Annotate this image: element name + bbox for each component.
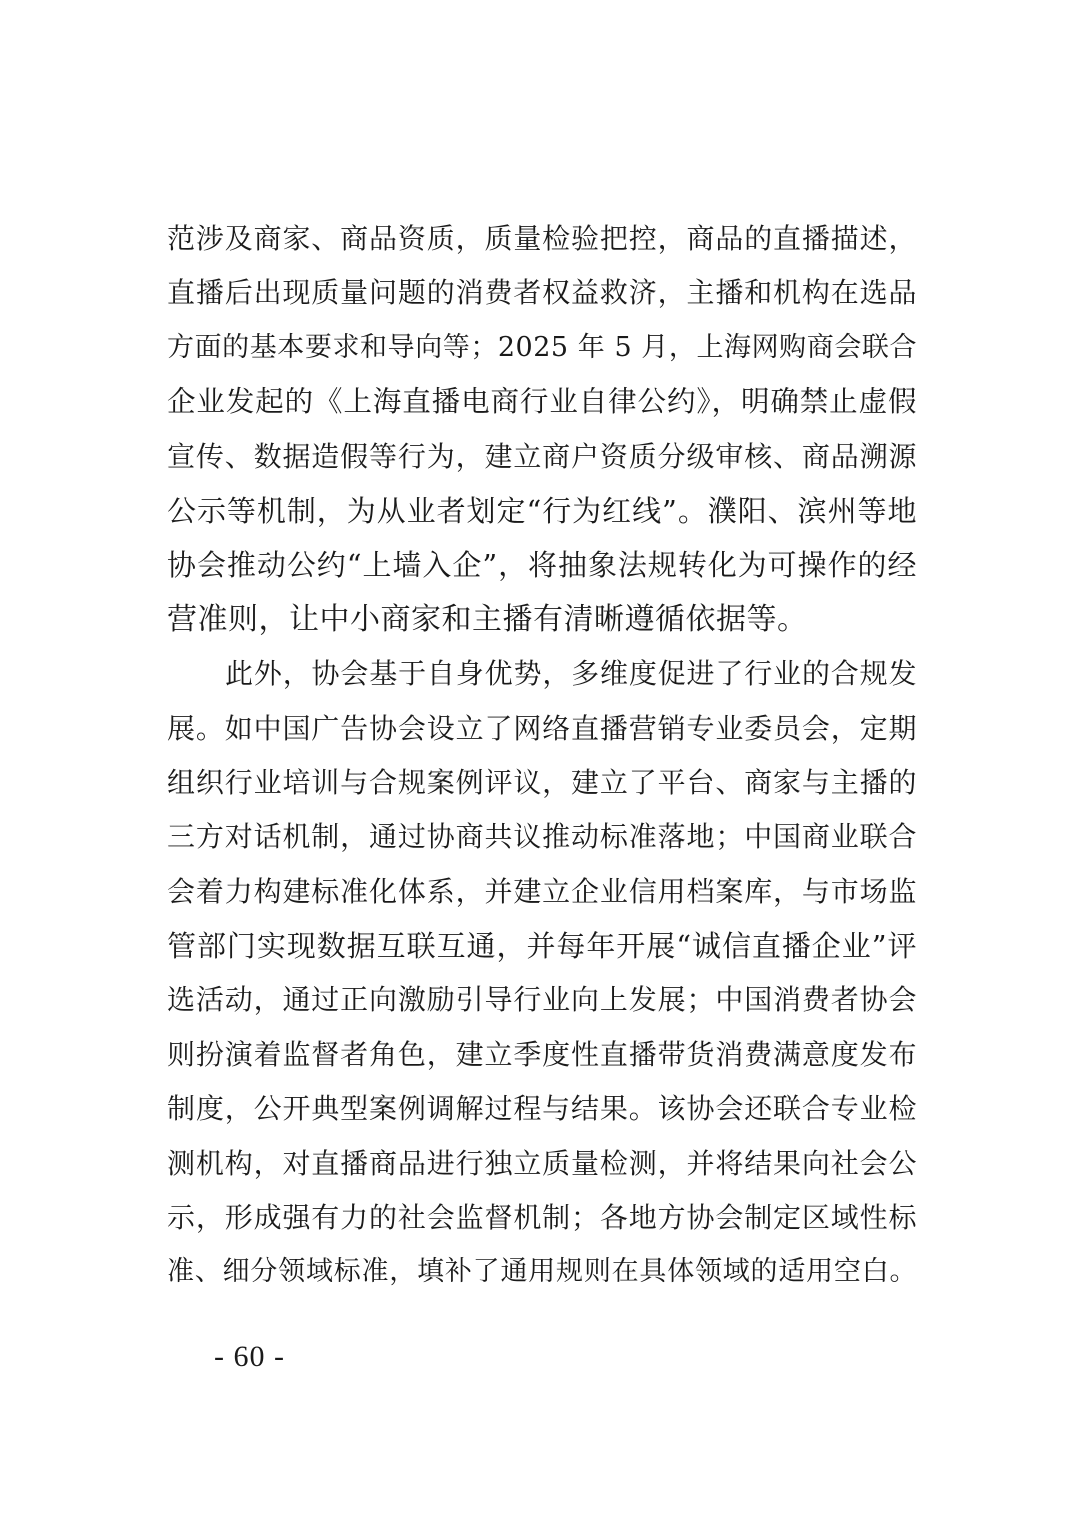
- text-line: 宣传、数据造假等行为，建立商户资质分级审核、商品溯源: [167, 439, 917, 473]
- paragraph-1: [167, 212, 917, 647]
- text-line: 会着力构建标准化体系，并建立企业信用档案库，与市场监: [167, 874, 917, 908]
- text-line: 此外，协会基于自身优势，多维度促进了行业的合规发: [225, 657, 917, 691]
- page-number: - 60 -: [214, 1340, 285, 1373]
- paragraph-2: [167, 647, 917, 1300]
- text-line: 营准则，让中小商家和主播有清晰遵循依据等。: [167, 601, 808, 637]
- text-line: 组织行业培训与合规案例评议，建立了平台、商家与主播的: [167, 765, 917, 799]
- text-line: 范涉及商家、商品资质，质量检验把控，商品的直播描述，: [167, 222, 917, 255]
- text-line: 管部门实现数据互联互通，并每年开展“诚信直播企业”评: [167, 929, 917, 964]
- body-text: [167, 212, 917, 1300]
- text-line: 示，形成强有力的社会监督机制；各地方协会制定区域性标: [167, 1201, 917, 1235]
- text-line: 展。如中国广告协会设立了网络直播营销专业委员会，定期: [167, 711, 917, 745]
- text-line: 则扮演着监督者角色，建立季度性直播带货消费满意度发布: [167, 1037, 917, 1071]
- text-line: 方面的基本要求和导向等；2025 年 5 月，上海网购商会联合: [167, 331, 917, 363]
- text-line: 三方对话机制，通过协商共议推动标准落地；中国商业联合: [167, 820, 917, 854]
- text-line: 直播后出现质量问题的消费者权益救济，主播和机构在选品: [167, 276, 917, 310]
- text-line: 准、细分领域标准，填补了通用规则在具体领域的适用空白。: [167, 1256, 917, 1288]
- text-line: 制度，公开典型案例调解过程与结果。该协会还联合专业检: [167, 1092, 917, 1126]
- text-line: 企业发起的《上海直播电商行业自律公约》，明确禁止虚假: [167, 385, 917, 419]
- text-line: 协会推动公约“上墙入企”，将抽象法规转化为可操作的经: [167, 548, 917, 583]
- text-line: 公示等机制，为从业者划定“行为红线”。濮阳、滨州等地: [167, 493, 917, 528]
- text-line: 测机构，对直播商品进行独立质量检测，并将结果向社会公: [167, 1146, 917, 1180]
- text-line: 选活动，通过正向激励引导行业向上发展；中国消费者协会: [167, 983, 917, 1017]
